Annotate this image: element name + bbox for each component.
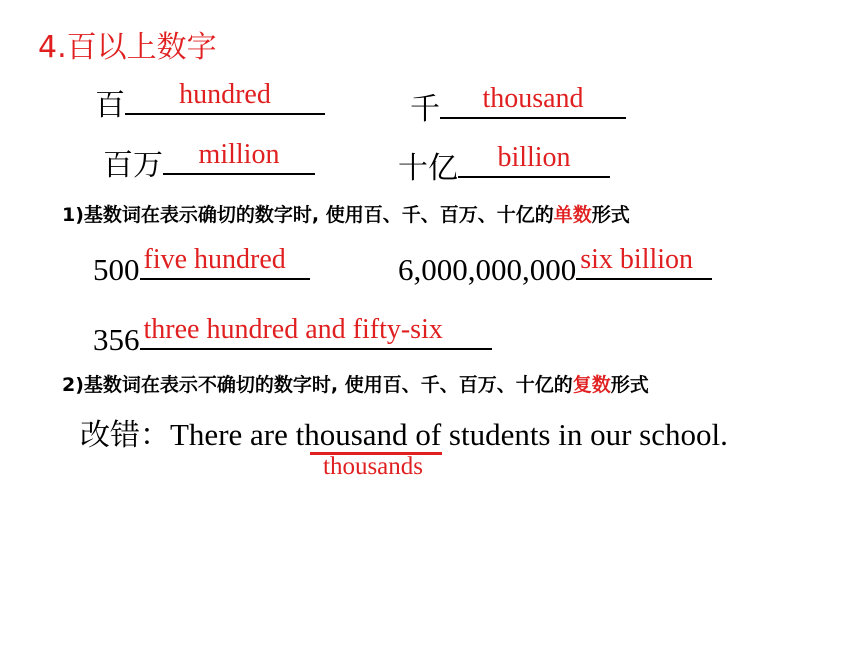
- example-356: [93, 314, 492, 358]
- answer-blank: [458, 142, 610, 178]
- rule-text-end: 形式: [591, 204, 630, 226]
- answer-blank: [576, 244, 712, 280]
- answer-blank: [125, 79, 325, 115]
- vocab-billion: [398, 143, 610, 187]
- rule-text: 1)基数词在表示确切的数字时, 使用百、千、百万、十亿的: [62, 204, 554, 226]
- example-6-billion: [398, 244, 712, 288]
- rule-singular: [62, 200, 630, 227]
- answer-text: billion: [497, 142, 571, 173]
- vocab-cn: 十亿: [398, 151, 458, 186]
- example-number: 6,000,000,000: [398, 252, 577, 287]
- correction-sentence: [80, 410, 728, 454]
- vocab-hundred: [95, 80, 325, 124]
- example-500: [93, 244, 310, 288]
- error-word: thousand: [295, 417, 408, 452]
- example-number: 500: [93, 252, 140, 287]
- answer-text: thousand: [482, 83, 584, 114]
- slide-title: 4.百以上数字: [38, 30, 217, 65]
- answer-text: million: [198, 139, 280, 170]
- corrected-word: thousands: [323, 453, 423, 480]
- example-number: 356: [93, 322, 140, 357]
- rule-text: 2)基数词在表示不确切的数字时, 使用百、千、百万、十亿的: [62, 374, 573, 396]
- vocab-cn: 千: [410, 92, 440, 127]
- answer-blank: [140, 244, 310, 280]
- answer-text: three hundred and fifty-six: [143, 314, 443, 345]
- sentence-end: of students in our school.: [407, 417, 728, 452]
- vocab-cn: 百: [95, 88, 125, 123]
- answer-text: five hundred: [143, 244, 286, 275]
- answer-text: hundred: [179, 79, 271, 110]
- vocab-million: [103, 140, 315, 184]
- vocab-thousand: [410, 84, 626, 128]
- rule-emphasis: 复数: [572, 374, 611, 396]
- answer-blank: [440, 83, 626, 119]
- correction-label: 改错：: [80, 418, 170, 453]
- rule-plural: [62, 370, 649, 397]
- answer-text: six billion: [580, 244, 694, 275]
- answer-blank: [163, 139, 315, 175]
- rule-emphasis: 单数: [553, 204, 592, 226]
- sentence-start: There are: [170, 417, 296, 452]
- rule-text-end: 形式: [610, 374, 649, 396]
- answer-blank: [140, 314, 492, 350]
- vocab-cn: 百万: [103, 148, 163, 183]
